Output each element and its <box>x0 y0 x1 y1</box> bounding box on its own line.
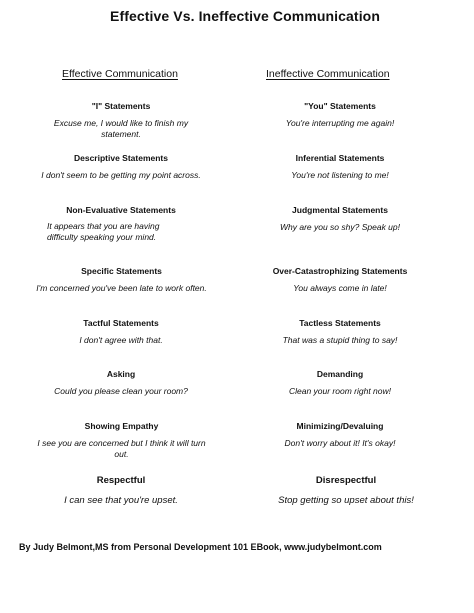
effective-label: Showing Empathy <box>84 421 159 431</box>
ineffective-label: Tactless Statements <box>299 318 381 328</box>
ineffective-label: Disrespectful <box>315 475 377 486</box>
ineffective-example: That was a stupid thing to say! <box>282 335 398 345</box>
effective-label: Non-Evaluative Statements <box>66 205 176 215</box>
column-header-effective: Effective Communication <box>62 68 178 80</box>
ineffective-example: You always come in late! <box>293 283 387 293</box>
ineffective-example: You're interrupting me again! <box>285 118 395 128</box>
effective-item-non-evaluative <box>38 205 204 243</box>
effective-label: Tactful Statements <box>83 318 159 328</box>
effective-label: Specific Statements <box>81 266 162 276</box>
ineffective-example: Why are you so shy? Speak up! <box>279 222 400 232</box>
effective-example: I can see that you're upset. <box>64 495 178 506</box>
ineffective-example: Stop getting so upset about this! <box>278 495 414 506</box>
effective-item-i-statements <box>38 101 204 140</box>
ineffective-label: Judgmental Statements <box>292 205 388 215</box>
ineffective-item-demanding <box>252 369 428 397</box>
ineffective-label: Minimizing/Devaluing <box>296 421 384 431</box>
effective-item-descriptive <box>38 153 204 181</box>
ineffective-label: Demanding <box>316 369 364 379</box>
effective-item-asking <box>38 369 204 397</box>
effective-example: Could you please clean your room? <box>54 386 188 396</box>
effective-label: "I" Statements <box>91 101 151 111</box>
effective-label: Descriptive Statements <box>73 153 168 163</box>
effective-example: I don't seem to be getting my point across. <box>41 170 201 180</box>
ineffective-item-inferential <box>252 153 428 181</box>
ineffective-example: You're not listening to me! <box>291 170 389 180</box>
ineffective-item-disrespectful <box>256 475 436 506</box>
effective-example: I see you are concerned but I think it will turn out. <box>37 438 206 459</box>
ineffective-label: Over-Catastrophizing Statements <box>272 266 408 276</box>
ineffective-example: Clean your room right now! <box>288 386 392 396</box>
effective-example: It appears that you are having difficulty speaking your mind. <box>47 221 160 242</box>
effective-item-showing-empathy <box>34 421 209 460</box>
effective-example: I don't agree with that. <box>79 335 163 345</box>
ineffective-item-tactless <box>252 318 428 346</box>
ineffective-item-minimizing <box>252 421 428 449</box>
effective-item-specific <box>34 266 209 294</box>
page-title: Effective Vs. Ineffective Communication <box>110 8 380 24</box>
ineffective-label: "You" Statements <box>304 101 376 111</box>
effective-item-respectful <box>38 475 204 506</box>
ineffective-item-you-statements <box>252 101 428 129</box>
footer-credit: By Judy Belmont,MS from Personal Development 101 EBook, www.judybelmont.com <box>19 542 382 552</box>
effective-label: Asking <box>106 369 136 379</box>
ineffective-label: Inferential Statements <box>295 153 385 163</box>
column-header-ineffective: Ineffective Communication <box>266 68 390 80</box>
effective-label: Respectful <box>96 475 146 486</box>
ineffective-example: Don't worry about it! It's okay! <box>284 438 396 448</box>
effective-example: I'm concerned you've been late to work often. <box>36 283 207 293</box>
ineffective-item-over-catastrophizing <box>252 266 428 294</box>
ineffective-item-judgmental <box>252 205 428 233</box>
effective-example: Excuse me, I would like to finish my statement. <box>53 118 189 139</box>
effective-item-tactful <box>38 318 204 346</box>
